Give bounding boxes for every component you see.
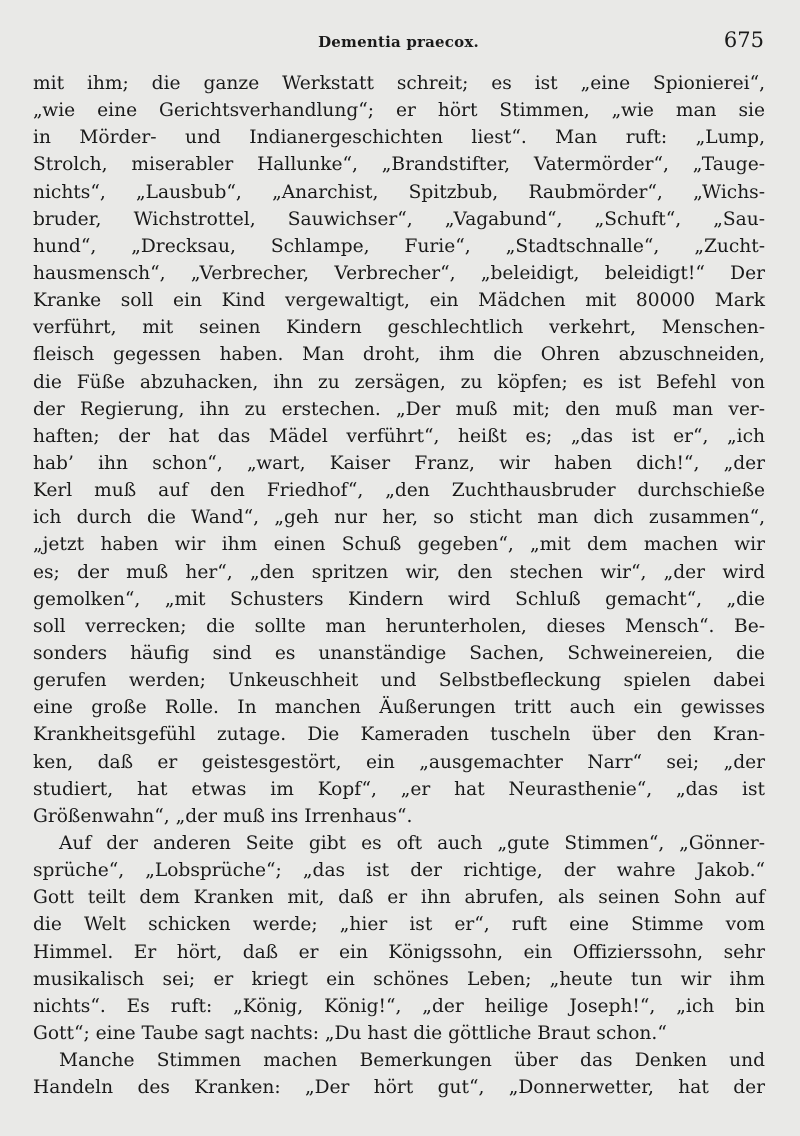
text-line: Kerl muß auf den Friedhof“, „den Zuchthausbruder durchschieße [33,480,765,502]
text-line: soll verrecken; die sollte man herunterholen, dieses Mensch“. Be- [33,615,765,637]
text-line: der Regierung, ihn zu erstechen. „Der muß mit; den muß man ver- [33,398,765,420]
text-line: gerufen werden; Unkeuschheit und Selbstbefleckung spielen dabei [33,670,765,692]
text-line: hausmensch“, „Verbrecher, Verbrecher“, „beleidigt, beleidigt!“ Der [33,262,765,284]
paragraph-end-line: Größenwahn“, „der muß ins Irrenhaus“. [33,805,413,827]
text-line: Gott teilt dem Kranken mit, daß er ihn abrufen, als seinen Sohn auf [33,887,765,909]
text-line: Kranke soll ein Kind vergewaltigt, ein Mädchen mit 80000 Mark [33,290,765,312]
text-line: „jetzt haben wir ihm einen Schuß gegeben“, „mit dem machen wir [33,534,765,556]
text-line: fleisch gegessen haben. Man droht, ihm die Ohren abzuschneiden, [33,344,765,366]
text-line: in Mörder- und Indianergeschichten liest“. Man ruft: „Lump, [33,127,765,149]
paragraph-end-line: Gott“; eine Taube sagt nachts: „Du hast die göttliche Braut schon.“ [33,1022,667,1044]
text-line: mit ihm; die ganze Werkstatt schreit; es ist „eine Spionierei“, [33,73,765,94]
text-line: studiert, hat etwas im Kopf“, „er hat Neurasthenie“, „das ist [33,778,765,800]
text-line: haften; der hat das Mädel verführt“, heißt es; „das ist er“, „ich [33,425,765,447]
text-line: „wie eine Gerichtsverhandlung“; er hört Stimmen, „wie man sie [33,100,765,122]
text-line: eine große Rolle. In manchen Äußerungen tritt auch ein gewisses [33,697,765,719]
running-title: Dementia praecox. [318,33,479,51]
page-header [33,28,764,58]
paragraph-start-line: Manche Stimmen machen Bemerkungen über das Denken und [59,1050,765,1072]
text-line: bruder, Wichstrottel, Sauwichser“, „Vagabund“, „Schuft“, „Sau- [33,208,765,230]
text-line: musikalisch sei; er kriegt ein schönes Leben; „heute tun wir ihm [33,968,765,990]
text-line: ken, daß er geistesgestört, ein „ausgemachter Narr“ sei; „der [33,751,765,773]
text-line: ich durch die Wand“, „geh nur her, so sticht man dich zusammen“, [33,507,765,529]
text-line: Strolch, miserabler Hallunke“, „Brandstifter, Vatermörder“, „Tauge- [33,154,765,176]
text-line: gemolken“, „mit Schusters Kindern wird Schluß gemacht“, „die [33,588,765,610]
text-line: die Welt schicken werde; „hier ist er“, ruft eine Stimme vom [33,914,765,936]
page-number: 675 [723,28,764,52]
text-line: Himmel. Er hört, daß er ein Königssohn, ein Offizierssohn, sehr [33,941,765,963]
text-line: sprüche“, „Lobsprüche“; „das ist der richtige, der wahre Jakob.“ [33,860,765,882]
paragraph-start-line: Auf der anderen Seite gibt es oft auch „gute Stimmen“, „Gönner- [59,832,765,854]
text-line: hund“, „Drecksau, Schlampe, Furie“, „Stadtschnalle“, „Zucht- [33,235,765,257]
text-line: sonders häufig sind es unanständige Sachen, Schweinereien, die [33,642,765,664]
text-line: Handeln des Kranken: „Der hört gut“, „Donnerwetter, hat der [33,1077,765,1099]
text-line: es; der muß her“, „den spritzen wir, den stechen wir“, „der wird [33,561,765,583]
text-line: nichts“. Es ruft: „König, König!“, „der heilige Joseph!“, „ich bin [33,995,765,1017]
text-line: die Füße abzuhacken, ihn zu zersägen, zu köpfen; es ist Befehl von [33,371,765,393]
text-line: verführt, mit seinen Kindern geschlechtlich verkehrt, Menschen- [33,317,765,339]
body-text [33,70,765,1101]
text-line: hab’ ihn schon“, „wart, Kaiser Franz, wir haben dich!“, „der [33,452,765,474]
text-line: Krankheitsgefühl zutage. Die Kameraden tuscheln über den Kran- [33,724,765,746]
text-line: nichts“, „Lausbub“, „Anarchist, Spitzbub, Raubmörder“, „Wichs- [33,181,765,203]
